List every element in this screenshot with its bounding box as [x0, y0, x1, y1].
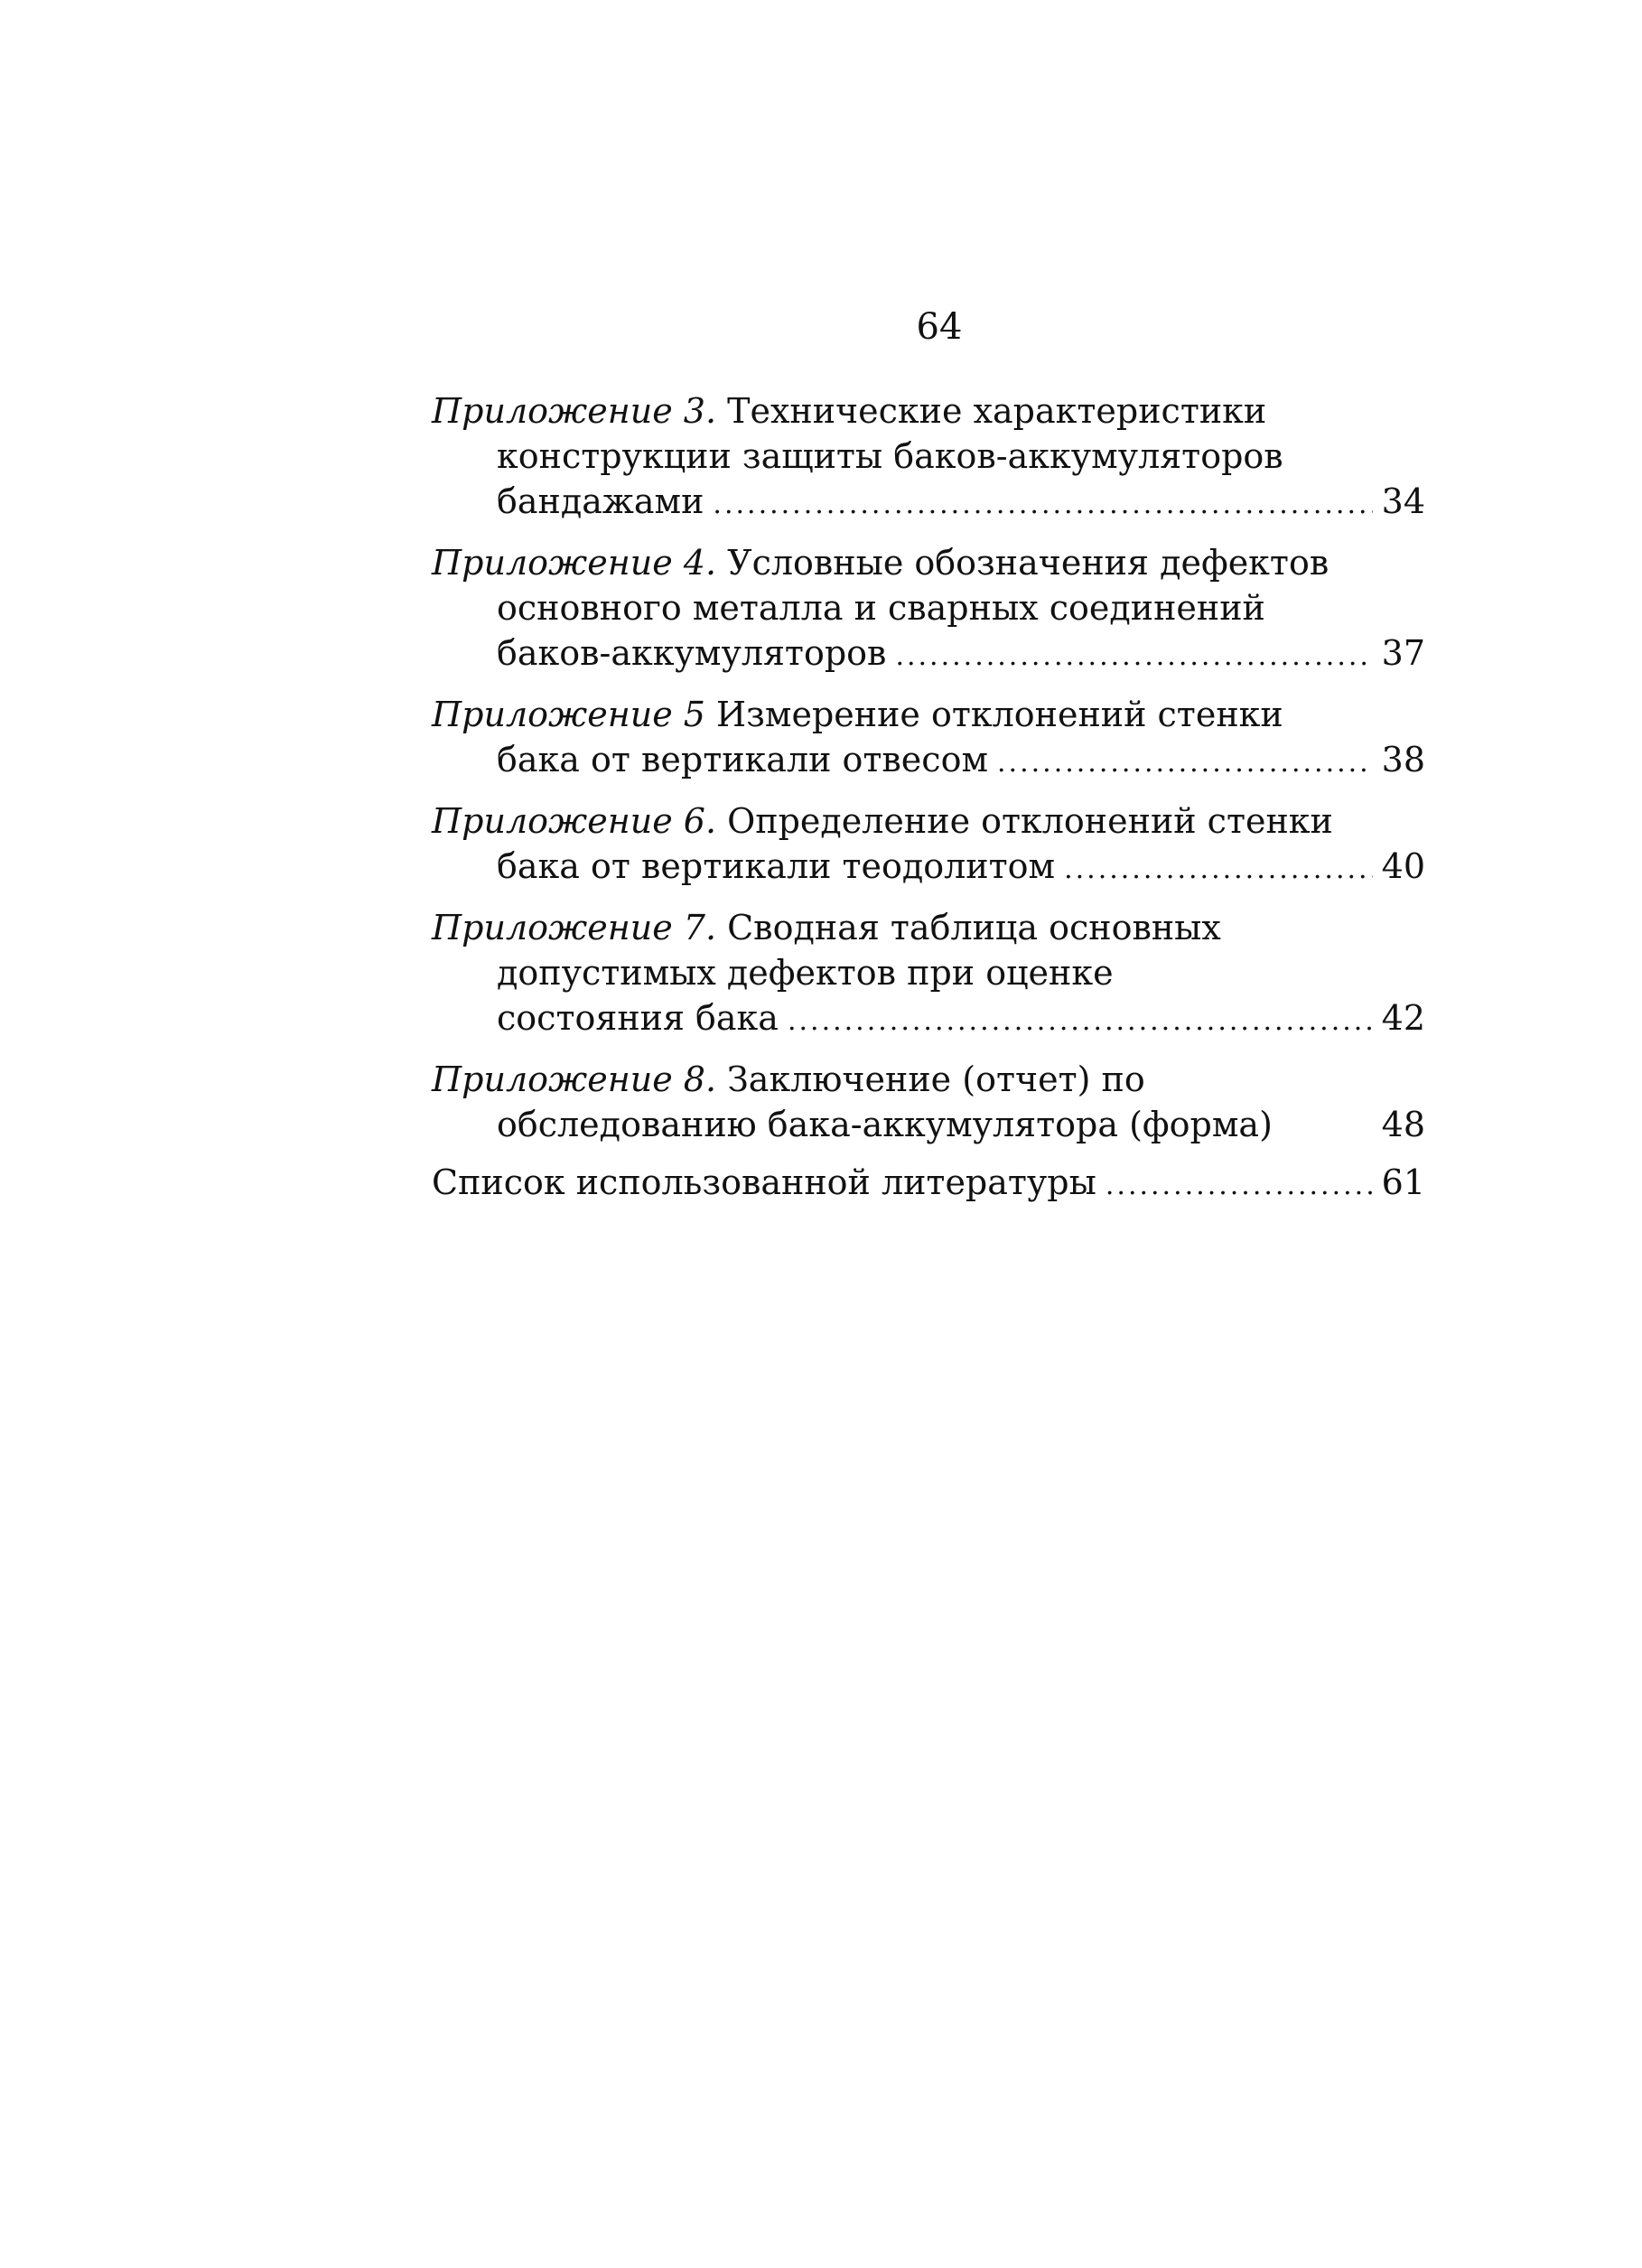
entry-title-line: допустимых дефектов при оценке	[497, 953, 1114, 993]
entry-title-line: Список использованной литературы	[432, 1162, 1096, 1202]
dot-leader	[788, 999, 1373, 1044]
entry-label: Приложение 4.	[432, 543, 717, 583]
entry-title-line: баков-аккумуляторов	[497, 633, 887, 673]
entry-title-line: Определение отклонений стенки	[716, 801, 1333, 841]
dot-leader	[1064, 847, 1373, 892]
dot-leader	[1106, 1163, 1373, 1209]
toc-entry-appendix-7[interactable]	[432, 905, 1425, 1044]
toc-entry-appendix-8[interactable]	[432, 1057, 1425, 1147]
entry-title-line: Измерение отклонений стенки	[704, 695, 1283, 734]
dot-leader	[895, 634, 1372, 679]
table-of-contents	[432, 388, 1425, 1221]
entry-label: Приложение 7.	[432, 908, 717, 947]
entry-label: Приложение 6.	[432, 801, 717, 841]
toc-entry-appendix-3[interactable]	[432, 388, 1425, 527]
entry-page-number: 48	[1381, 1105, 1425, 1144]
entry-page-number: 34	[1381, 481, 1425, 521]
entry-label: Приложение 5	[432, 695, 705, 734]
toc-entry-appendix-4[interactable]	[432, 540, 1425, 679]
entry-title-line: конструкции защиты баков-аккумуляторов	[497, 436, 1283, 476]
page-number: 64	[916, 306, 963, 348]
dot-leader	[713, 482, 1372, 527]
dot-leader	[997, 741, 1373, 786]
toc-entry-appendix-5[interactable]	[432, 692, 1425, 786]
entry-page-number: 40	[1381, 846, 1425, 886]
entry-title-line: бандажами	[497, 481, 704, 521]
entry-title-line: Заключение (отчет) по	[716, 1059, 1145, 1099]
entry-title-line: Сводная таблица основных	[716, 908, 1221, 947]
entry-title-line: состояния бака	[497, 998, 779, 1038]
entry-label: Приложение 3.	[432, 391, 717, 431]
entry-title-line: основного металла и сварных соединений	[497, 588, 1265, 628]
entry-title-line: Условные обозначения дефектов	[716, 543, 1329, 583]
entry-label: Приложение 8.	[432, 1059, 717, 1099]
entry-page-number: 61	[1381, 1162, 1425, 1202]
entry-page-number: 37	[1381, 633, 1425, 673]
toc-entry-appendix-6[interactable]	[432, 798, 1425, 892]
entry-title-line: бака от вертикали отвесом	[497, 740, 989, 779]
toc-entry-bibliography[interactable]	[432, 1160, 1425, 1209]
entry-title-line: Технические характеристики	[716, 391, 1267, 431]
entry-page-number: 38	[1381, 740, 1425, 779]
entry-title-line: обследованию бака-аккумулятора (форма)	[497, 1105, 1273, 1144]
entry-page-number: 42	[1381, 998, 1425, 1038]
entry-title-line: бака от вертикали теодолитом	[497, 846, 1056, 886]
